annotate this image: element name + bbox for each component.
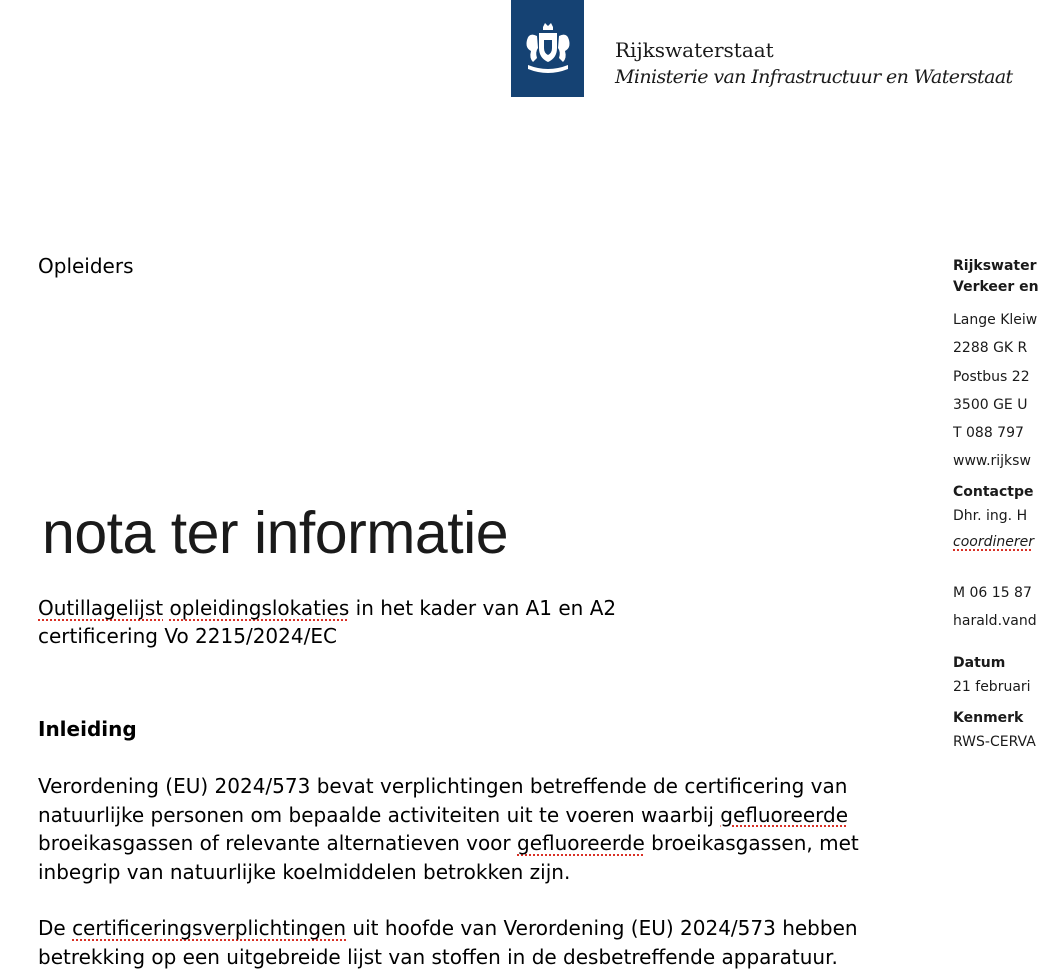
sidebar-contact-name: Dhr. ing. H [953, 507, 1028, 524]
sidebar-org-line-2: Verkeer en [953, 279, 1039, 295]
sidebar-reference-label: Kenmerk [953, 710, 1024, 727]
sidebar-date-value: 21 februari [953, 679, 1031, 696]
addressee: Opleiders [38, 254, 134, 278]
sidebar-org-line-1: Rijkswater [953, 258, 1037, 274]
sidebar-contact-label: Contactpe [953, 483, 1034, 500]
ministry-name: Ministerie van Infrastructuur en Waterstaat [615, 66, 1013, 88]
document-type-title: nota ter informatie [42, 500, 509, 566]
subject-text: in het kader van A1 en A2 certificering Vo 2215/2024/EC [38, 596, 617, 648]
paragraph-word: gefluoreerde [720, 802, 849, 827]
sidebar-phone: T 088 797 [953, 425, 1024, 442]
sidebar-mobile: M 06 15 87 [953, 584, 1032, 601]
sidebar-address-line: 3500 GE U [953, 396, 1028, 413]
paragraph-text: Verordening (EU) 2024/573 bevat verplichtingen betreffende de certificering van natuurlijke personen om bepaalde activiteiten uit te voeren waarbij [38, 774, 848, 827]
colophon-sidebar [953, 256, 1040, 755]
rijksoverheid-logo [511, 0, 584, 97]
paragraph-word: gefluoreerde [517, 831, 645, 855]
paragraph-text: De [38, 916, 73, 940]
sidebar-reference-value: RWS-CERVA [953, 734, 1036, 751]
subject-word: Outillagelijst [38, 596, 164, 620]
paragraph-word: certificeringsverplichtingen [72, 916, 347, 940]
paragraph-text: broeikasgassen of relevante alternatieven voor [38, 831, 517, 855]
paragraph-2 [38, 914, 938, 971]
sidebar-address-line: Lange Kleiw [953, 312, 1038, 328]
sidebar-address-line: Postbus 22 [953, 368, 1030, 385]
sidebar-contact-role-text: coordinerer [953, 533, 1034, 550]
org-name: Rijkswaterstaat [615, 38, 774, 62]
subject-line [38, 594, 658, 650]
sidebar-contact-role [953, 529, 1040, 555]
coat-of-arms-icon [517, 18, 579, 80]
paragraph-text: broeikasgassen, met inbegrip van natuurlijke koelmiddelen betrokken zijn. [38, 831, 859, 884]
sidebar-date-label: Datum [953, 655, 1006, 672]
sidebar-address-line: 2288 GK R [953, 340, 1028, 357]
paragraph-1 [38, 772, 938, 886]
section-heading: Inleiding [38, 717, 137, 741]
sidebar-email: harald.vand [953, 613, 1037, 630]
paragraph-text: uit hoofde van Verordening (EU) 2024/573 hebben betrekking op een uitgebreide lijst van stoffen in de desbetreffende apparatuur. [38, 916, 858, 969]
subject-word: opleidingslokaties [169, 596, 350, 620]
sidebar-website: www.rijksw [953, 453, 1031, 470]
